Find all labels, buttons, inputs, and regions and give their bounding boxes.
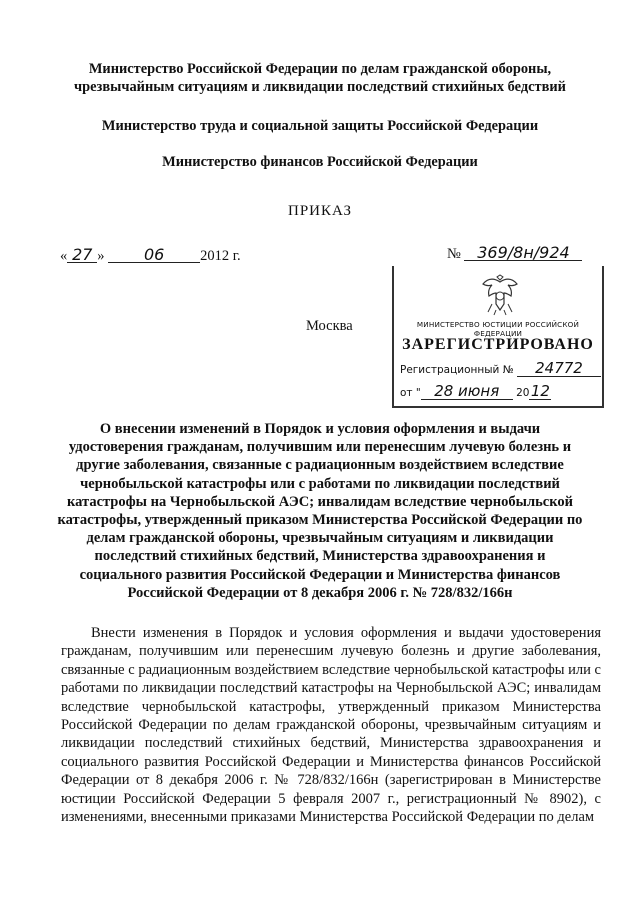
double-headed-eagle-icon xyxy=(480,274,520,316)
ministry-emercom-heading: Министерство Российской Федерации по делам гражданской обороны, чрезвычайным ситуациям и ликвидации последствий стихийных бедствий xyxy=(74,61,566,95)
order-date xyxy=(60,247,241,265)
date-year: 2012 г. xyxy=(200,248,241,264)
stamp-reg-label: Регистрационный № xyxy=(400,364,514,376)
stamp-reg-number: 24772 xyxy=(517,361,601,377)
ministry-labor-heading: Министерство труда и социальной защиты Российской Федерации xyxy=(101,118,539,134)
date-close-quote: » xyxy=(97,248,105,264)
number-value: 369/8н/924 xyxy=(464,245,582,261)
stamp-organization: МИНИСТЕРСТВО ЮСТИЦИИ РОССИЙСКОЙ ФЕДЕРАЦИИ xyxy=(416,320,580,338)
date-day: 27 xyxy=(67,247,97,263)
date-month: 06 xyxy=(108,247,200,263)
date-open-quote: « xyxy=(60,248,68,264)
city-name: Москва xyxy=(306,318,353,334)
ministry-finance-heading: Министерство финансов Российской Федерации xyxy=(162,154,478,170)
stamp-date-row xyxy=(400,384,551,400)
stamp-date-value: 28 июня xyxy=(421,384,513,400)
stamp-year-prefix: 20 xyxy=(516,387,530,399)
order-heading: ПРИКАЗ xyxy=(288,203,352,219)
stamp-date-prefix: от " xyxy=(400,387,421,399)
registration-stamp xyxy=(392,266,604,408)
document-body: Внести изменения в Порядок и условия оформления и выдачи удостоверения гражданам, получившим или перенесшим лучевую болезнь и другие заболевания, связанные с радиационным воздействием вследствие чернобыльской катастрофы или с работами по ликвидации последствий катастрофы на Чернобыльской АЭС; инвалидам вследствие чернобыльской катастрофы, утвержденный приказом Министерства Российской Федерации по делам гражданской обороны, чрезвычайным ситуациям и ликвидации последствий стихийных бедствий, Министерства здравоохранения и социального развития Российской Федерации и Министерства финансов Российской Федерации от 8 декабря 2006 г. № 728/832/166н (зарегистрирован в Министерстве юстиции Российской Федерации 5 февраля 2007 г., регистрационный № 8902), с изменениями, внесенными приказами Министерства Российской Федерации по делам xyxy=(61,625,601,826)
stamp-year-suffix: 12 xyxy=(530,382,550,400)
order-number xyxy=(447,245,582,263)
stamp-registered-label: ЗАРЕГИСТРИРОВАНО xyxy=(402,336,594,353)
stamp-reg-number-row xyxy=(400,361,601,377)
document-title: О внесении изменений в Порядок и условия оформления и выдачи удостоверения гражданам, получившим или перенесшим лучевую болезнь и другие заболевания, связанные с радиационным воздействием вследствие чернобыльской катастрофы или с работами по ликвидации последствий катастрофы на Чернобыльской АЭС; инвалидам вследствие чернобыльской катастрофы, утвержденный приказом Министерства Российской Федерации по делам гражданской обороны, чрезвычайным ситуациям и ликвидации последствий стихийных бедствий, Министерства здравоохранения и социального развития Российской Федерации и Министерства финансов Российской Федерации от 8 декабря 2006 г. № 728/832/166н xyxy=(57,421,583,601)
number-prefix: № xyxy=(447,246,461,262)
